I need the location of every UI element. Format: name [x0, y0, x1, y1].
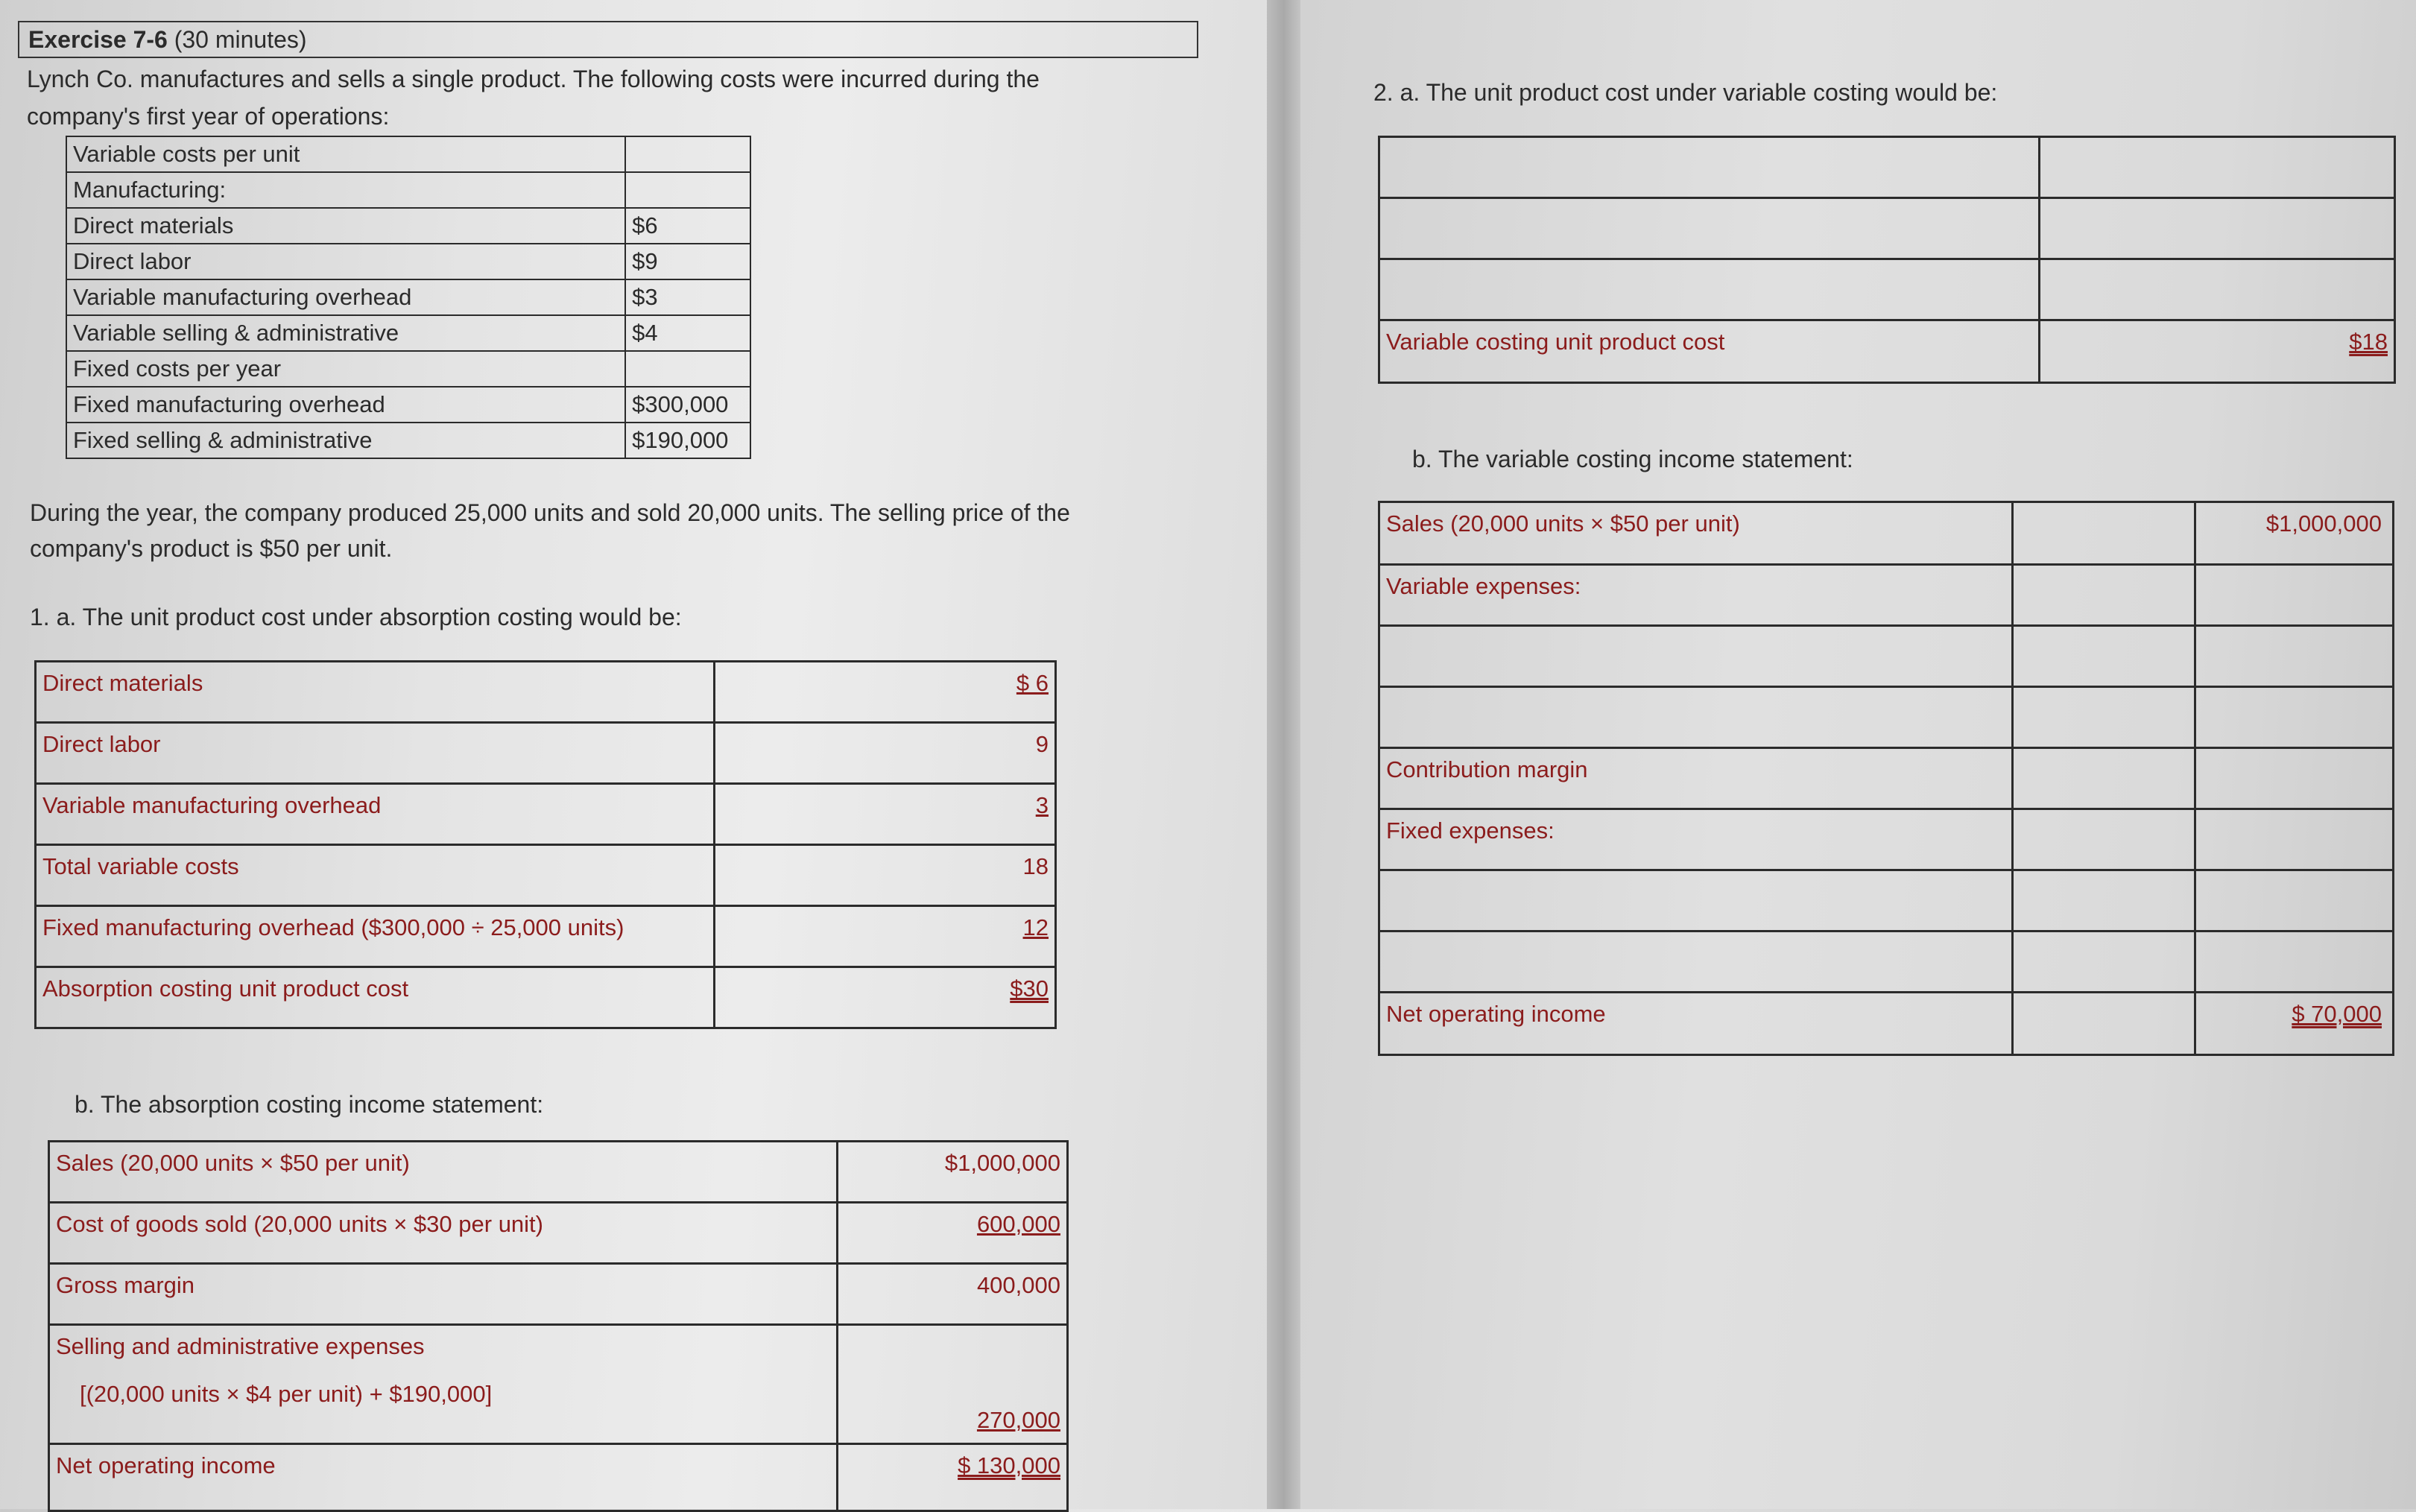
table-row: Variable expenses:: [1379, 565, 2394, 626]
variable-income-statement: [1378, 501, 2394, 1056]
during-line-2: company's product is $50 per unit.: [30, 535, 393, 562]
table-row: Fixed expenses:: [1379, 809, 2394, 870]
table-row: Variable manufacturing overhead 3: [36, 784, 1056, 845]
absorption-income-statement: [48, 1140, 1069, 1512]
q1a-prompt: 1. a. The unit product cost under absorption costing would be:: [30, 604, 682, 630]
cost-table: [66, 136, 751, 459]
table-row: Variable manufacturing overhead $3: [66, 279, 750, 315]
table-row: Direct labor 9: [36, 723, 1056, 784]
table-row: Net operating income $ 130,000: [49, 1444, 1068, 1511]
exercise-title: Exercise 7-6 (30 minutes): [18, 21, 1198, 58]
q2a-prompt: 2. a. The unit product cost under variable costing would be:: [1373, 79, 1998, 106]
table-row: [1379, 626, 2394, 687]
table-row: Net operating income $ 70,000: [1379, 993, 2394, 1055]
table-row: Variable costing unit product cost $18: [1379, 320, 2395, 383]
variable-unit-cost-table: [1378, 136, 2396, 384]
table-row: [1379, 870, 2394, 931]
book-gutter: [1267, 0, 1300, 1509]
q2b-prompt: b. The variable costing income statement:: [1412, 446, 1853, 472]
selling-admin-amount: 270,000: [976, 1407, 1060, 1433]
table-row: Variable selling & administrative $4: [66, 315, 750, 351]
table-row: Total variable costs 18: [36, 845, 1056, 906]
table-row: Fixed costs per year: [66, 351, 750, 387]
right-page: [1300, 0, 2416, 1509]
intro-line-2: company's first year of operations:: [27, 103, 390, 130]
table-row: Gross margin 400,000: [49, 1264, 1068, 1325]
table-row: Manufacturing:: [66, 172, 750, 208]
selling-admin-detail: [(20,000 units × $4 per unit) + $190,000]: [80, 1381, 493, 1407]
table-row: Cost of goods sold (20,000 units × $30 per unit) 600,000: [49, 1203, 1068, 1264]
table-row: [1379, 259, 2395, 320]
table-row: Variable costs per unit: [66, 136, 750, 172]
table-row: [1379, 931, 2394, 993]
table-row: Fixed selling & administrative $190,000: [66, 423, 750, 458]
table-row: Absorption costing unit product cost $30: [36, 967, 1056, 1028]
table-row: Direct materials $6: [66, 208, 750, 244]
table-row: [1379, 687, 2394, 748]
table-row: Sales (20,000 units × $50 per unit) $1,000,000: [49, 1142, 1068, 1203]
table-row: Fixed manufacturing overhead ($300,000 ÷ 25,000 units) 12: [36, 906, 1056, 967]
selling-admin-label: Selling and administrative expenses: [56, 1333, 425, 1359]
intro-line-1: Lynch Co. manufactures and sells a single product. The following costs were incurred during the: [27, 66, 1040, 92]
q1b-prompt: b. The absorption costing income statement:: [75, 1091, 544, 1118]
table-row: [1379, 137, 2395, 198]
table-row: Sales (20,000 units × $50 per unit) $1,000,000: [1379, 502, 2394, 565]
table-row: Contribution margin: [1379, 748, 2394, 809]
during-line-1: During the year, the company produced 25,000 units and sold 20,000 units. The selling price of the: [30, 499, 1070, 526]
absorption-unit-cost-table: [34, 660, 1057, 1029]
table-row: Direct materials $ 6: [36, 662, 1056, 723]
table-row: [1379, 198, 2395, 259]
table-row: [49, 1325, 1068, 1444]
table-row: Fixed manufacturing overhead $300,000: [66, 387, 750, 423]
table-row: Direct labor $9: [66, 244, 750, 279]
